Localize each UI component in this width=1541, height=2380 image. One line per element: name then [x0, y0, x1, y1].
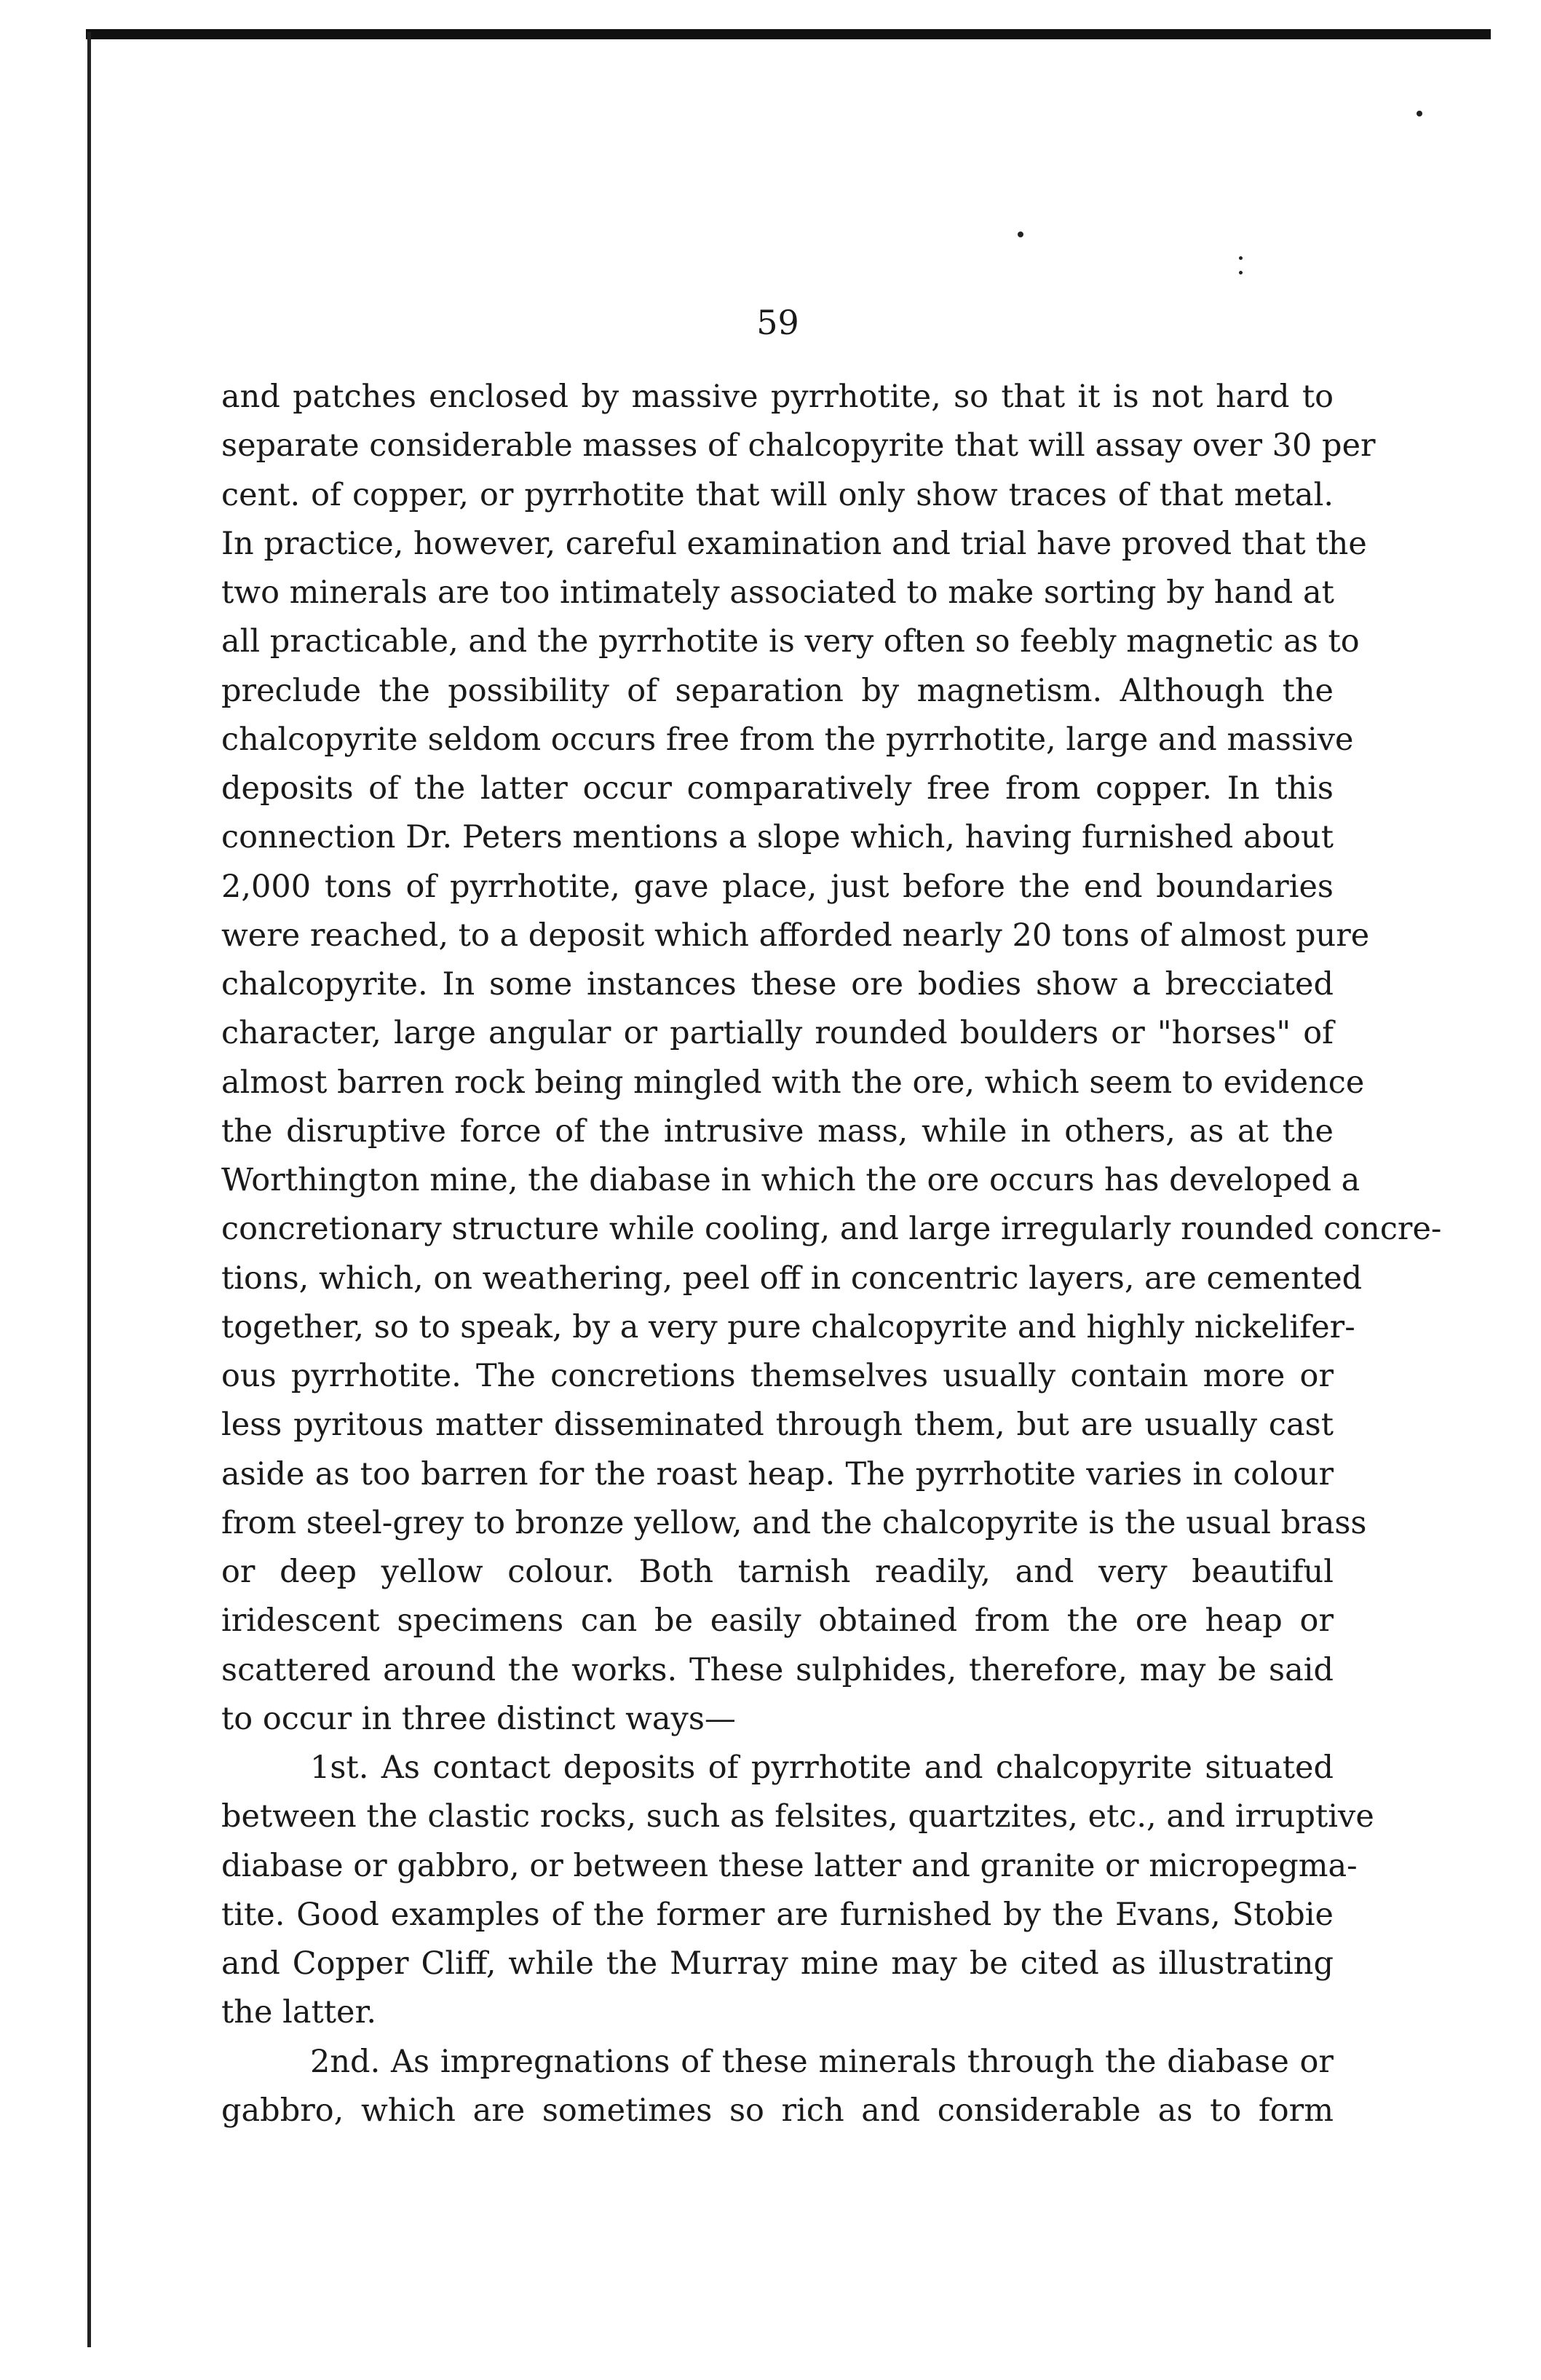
- text-line: tite. Good examples of the former are furnished by the Evans, Stobie: [221, 1896, 1334, 1933]
- scan-speck: [1417, 111, 1422, 116]
- text-line: deposits of the latter occur comparatively free from copper. In this: [221, 770, 1334, 807]
- text-line: iridescent specimens can be easily obtained from the ore heap or: [221, 1602, 1334, 1640]
- text-line: 2,000 tons of pyrrhotite, gave place, just before the end boundaries: [221, 868, 1334, 905]
- text-line: gabbro, which are sometimes so rich and considerable as to form: [221, 2092, 1334, 2129]
- text-line: concretionary structure while cooling, and large irregularly rounded concre-: [221, 1211, 1442, 1248]
- text-line: all practicable, and the pyrrhotite is very often so feebly magnetic as to: [221, 623, 1360, 660]
- text-line: 1st. As contact deposits of pyrrhotite and chalcopyrite situated: [310, 1750, 1334, 1786]
- text-line: separate considerable masses of chalcopyrite that will assay over 30 per: [221, 427, 1376, 464]
- text-line: the latter.: [221, 1994, 376, 2031]
- text-line: and patches enclosed by massive pyrrhotite, so that it is not hard to: [221, 379, 1334, 415]
- text-line: to occur in three distinct ways—: [221, 1700, 736, 1737]
- text-line: diabase or gabbro, or between these latter and granite or micropegma-: [221, 1847, 1358, 1884]
- text-line: preclude the possibility of separation by magnetism. Although the: [221, 672, 1334, 709]
- text-line: were reached, to a deposit which afforded nearly 20 tons of almost pure: [221, 917, 1370, 954]
- scan-speck: [1018, 232, 1023, 237]
- text-line: or deep yellow colour. Both tarnish readily, and very beautiful: [221, 1554, 1334, 1590]
- text-line: cent. of copper, or pyrrhotite that will only show traces of that metal.: [221, 476, 1334, 513]
- scan-speck: [1239, 256, 1243, 260]
- text-line: the disruptive force of the intrusive mass, while in others, as at the: [221, 1112, 1334, 1150]
- text-line: chalcopyrite. In some instances these ore bodies show a brecciated: [221, 966, 1334, 1003]
- text-line: from steel-grey to bronze yellow, and the chalcopyrite is the usual brass: [221, 1504, 1367, 1541]
- text-line: together, so to speak, by a very pure chalcopyrite and highly nickelifer-: [221, 1308, 1355, 1345]
- body-text: [221, 373, 1442, 2135]
- scan-left-rule: [87, 32, 91, 2347]
- text-line: tions, which, on weathering, peel off in concentric layers, are cemented: [221, 1260, 1363, 1297]
- text-line: ous pyrrhotite. The concretions themselves usually contain more or: [221, 1358, 1334, 1394]
- text-line: less pyritous matter disseminated through them, but are usually cast: [221, 1407, 1334, 1444]
- text-line: connection Dr. Peters mentions a slope which, having furnished about: [221, 819, 1334, 856]
- scan-speck: [1239, 271, 1243, 274]
- text-line: aside as too barren for the roast heap. The pyrrhotite varies in colour: [221, 1455, 1334, 1493]
- text-line: and Copper Cliff, while the Murray mine may be cited as illustrating: [221, 1945, 1334, 1982]
- text-line: chalcopyrite seldom occurs free from the pyrrhotite, large and massive: [221, 721, 1354, 758]
- text-line: almost barren rock being mingled with the ore, which seem to evidence: [221, 1064, 1365, 1101]
- text-line: In practice, however, careful examination and trial have proved that the: [221, 525, 1367, 562]
- scan-top-rule: [86, 29, 1491, 39]
- page-number: 59: [756, 303, 799, 342]
- text-line: Worthington mine, the diabase in which the ore occurs has developed a: [221, 1162, 1360, 1198]
- text-line: between the clastic rocks, such as felsites, quartzites, etc., and irruptive: [221, 1798, 1374, 1835]
- text-line: scattered around the works. These sulphides, therefore, may be said: [221, 1651, 1334, 1688]
- text-line: character, large angular or partially rounded boulders or "horses" of: [221, 1015, 1334, 1052]
- text-line: 2nd. As impregnations of these minerals through the diabase or: [310, 2043, 1334, 2080]
- text-line: two minerals are too intimately associated to make sorting by hand at: [221, 574, 1334, 611]
